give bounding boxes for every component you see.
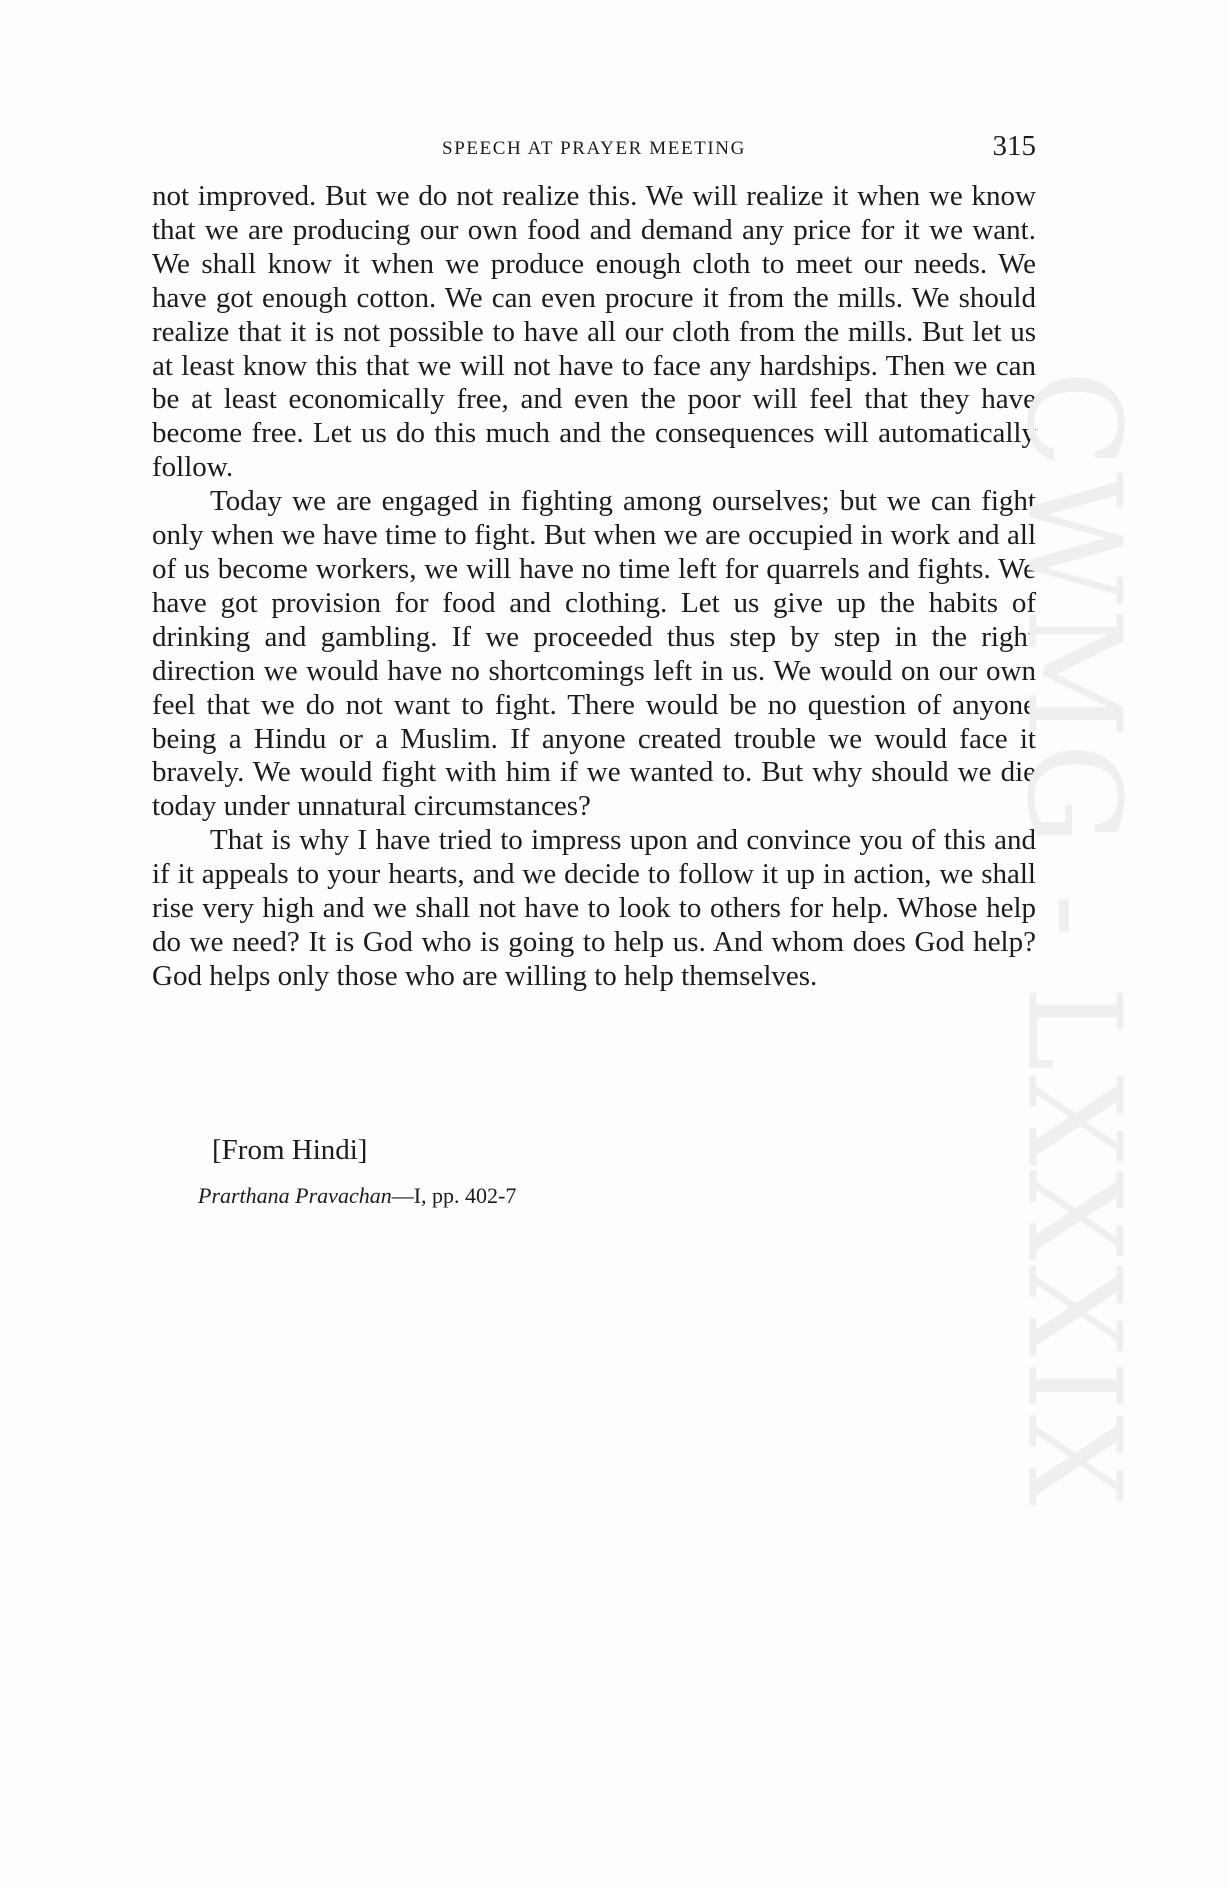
- running-title: SPEECH AT PRAYER MEETING: [442, 138, 746, 159]
- body-text: [152, 180, 1036, 994]
- source-note: [From Hindi]: [212, 1134, 368, 1166]
- citation: [198, 1183, 516, 1209]
- paragraph-1: not improved. But we do not realize this. We will realize it when we know that we are producing our own food and demand any price for it we want. We shall know it when we produce enough cloth to meet our needs. We have got enough cotton. We can even procure it from the mills. We should realize that it is not possible to have all our cloth from the mills. But let us at least know this that we will not have to face any hardships. Then we can be at least economically free, and even the poor will feel that they have become free. Let us do this much and the consequences will automatically follow.: [152, 180, 1036, 484]
- running-head: [152, 130, 1036, 174]
- citation-pages: —I, pp. 402-7: [391, 1183, 517, 1208]
- watermark: [998, 330, 1148, 1550]
- watermark-text: CWMG - LXXXIX: [998, 370, 1148, 1510]
- paragraph-2: Today we are engaged in fighting among ourselves; but we can fight only when we have time to fight. But when we are occupied in work and all of us become workers, we will have no time left for quarrels and fights. We have got provision for food and clothing. Let us give up the habits of drinking and gambling. If we proceeded thus step by step in the right direction we would have no shortcomings left in us. We would on our own feel that we do not want to fight. There would be no question of anyone being a Hindu or a Muslim. If anyone created trouble we would face it bravely. We would fight with him if we wanted to. But why should we die today under unnatural circumstances?: [152, 485, 1036, 823]
- page-number: 315: [992, 130, 1036, 162]
- paragraph-3: That is why I have tried to impress upon and convince you of this and if it appeals to your hearts, and we decide to follow it up in action, we shall rise very high and we shall not have to look to others for help. Whose help do we need? It is God who is going to help us. And whom does God help? God helps only those who are willing to help themselves.: [152, 824, 1036, 992]
- citation-title: Prarthana Pravachan: [198, 1183, 392, 1208]
